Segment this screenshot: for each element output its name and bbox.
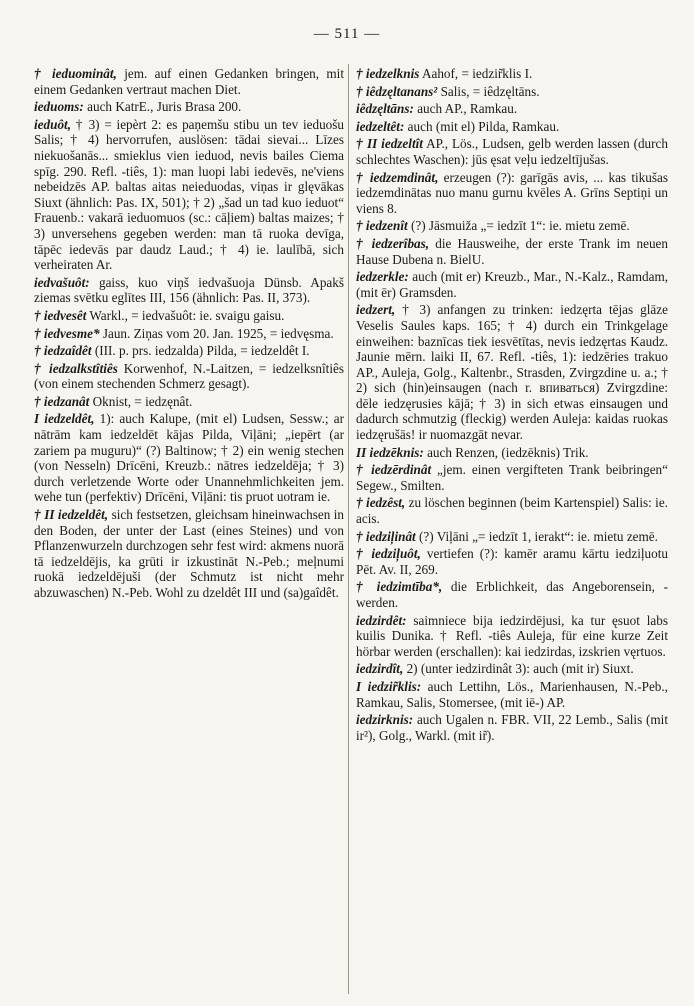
entry-text: saimniece bija iedzirdējusi, ka tur ęsuot labs kuilis Dunika. † Refl. -tiês Auleja, für eine kurze Zeit hörbar werden (erschallen): kai iedzirdas, izskrien vęrtuos. xyxy=(356,612,668,659)
entry-text: auch AP., Ramkau. xyxy=(413,101,518,117)
dictionary-entry xyxy=(356,613,668,660)
dictionary-entry xyxy=(356,579,668,610)
entry-text: „jem. einen vergifteten Trank beibringen“ Segew., Smilten. xyxy=(356,462,668,493)
entry-headword: II iedzēknis: xyxy=(356,444,424,460)
dictionary-entry xyxy=(356,302,668,442)
entry-headword: † iedzimtība*, xyxy=(356,579,443,595)
entry-text: zu löschen beginnen (beim Kartenspiel) Salis: ie. acis. xyxy=(356,495,668,527)
entry-headword: I iedzir̃klis: xyxy=(356,678,422,694)
entry-headword: iedzeltêt: xyxy=(356,118,405,134)
entry-headword: † iedzanât xyxy=(34,393,90,409)
entry-text: † 3) = iepèrt 2: es paņemšu stibu un tev ieduošu Salis; † 4) hervorrufen, auslösen: tādai sievai... Līzes niekuošanās... smieklus vien ieduod, nevis bailes Ciema spīg. 290. Refl. -tiês, 1): man luopi labi iedevēs, ne'viens nebeidzēs AP. baltas aitas neieduodas, viņas ir glęvākas Siuxt (ähnlich: Pas. IX, 501); † 2) „šad un tad kuo ieduot“ Frauenb.: vakarā ieduomuos (sc.: cāļiem) baltas maizes; † 3) unversehens gegeben werden: man tā ruoka devīga, tāpēc iedevās par daudz Laud.; † 4) ie. laulībā, sich verheiraten Ar. xyxy=(34,116,344,273)
dictionary-entry xyxy=(356,66,668,82)
dictionary-entry xyxy=(34,326,344,342)
dictionary-entry xyxy=(34,343,344,359)
entry-headword: † iedzêst, xyxy=(356,495,406,511)
entry-text: (III. p. prs. iedzalda) Pilda, = iedzeldêt I. xyxy=(91,343,310,359)
entry-text: auch Lettihn, Lös., Marienhausen, N.-Peb., Ramkau, Salis, Stomersee, (mit iē-) AP. xyxy=(356,678,668,710)
entry-text: auch (mit el) Pilda, Ramkau. xyxy=(404,118,560,134)
entry-text: Salis, = iêdzęltāns. xyxy=(437,83,540,99)
entry-text: 1): auch Kalupe, (mit el) Ludsen, Sessw.; ar nātrām kam iedzeldēt kājas Pilda, Viļāni; „iepērt (ar zariem pa muguru)“ (?) Baltinow; † 2) ein wenig stechen (von Nesseln) Drīcēni, Kreuzb.: nātres iedzeldēja; † 3) durch verletzende Worte oder Unannehmlichkeiten jem. wehe tun (perfektiv) Drīcēni, Viļāni: tis pruot uotram ie. xyxy=(34,411,344,505)
entry-text: Jaun. Ziņas vom 20. Jan. 1925, = iedvęsma. xyxy=(99,325,334,341)
entry-text: erzeugen (?): garīgās avis, ... kas tikušas iedzemdinātas nuo manu gurnu kvēles A. Grīns Septiņi un viens 8. xyxy=(356,169,668,216)
dictionary-entry xyxy=(356,445,668,461)
dictionary-entry xyxy=(34,66,344,97)
entry-headword: iedzirdêt: xyxy=(356,612,407,628)
entry-text: die Hausweihe, der erste Trank im neuen Hause Dubena n. BielU. xyxy=(356,235,668,267)
entry-text: Aahof, = iedzir̃klis I. xyxy=(419,66,533,81)
entry-headword: † iedziļinât xyxy=(356,528,416,544)
entry-headword: iedzirknis: xyxy=(356,712,414,728)
entry-headword: ieduoms: xyxy=(34,99,84,115)
dictionary-entry xyxy=(356,119,668,135)
entry-text: auch (mit er) Kreuzb., Mar., N.-Kalz., Ramdam, (mit ēr) Gramsden. xyxy=(356,269,668,300)
entry-text: Korwenhof, N.-Laitzen, = iedzelksnîtiês (von einem stechenden Schmerz gesagt). xyxy=(34,360,344,392)
entry-headword: † iedzērdinât xyxy=(356,462,432,478)
dictionary-entry xyxy=(34,275,344,306)
dictionary-entry xyxy=(356,236,668,267)
entry-text: sich festsetzen, gleichsam hineinwachsen in den Boden, der unter der Last (eines Steines) und von Pflanzenwurzeln durchzogen sehr fest wird: akmens nuorā tā iedzeldējis, ka grūti ir izkustināt N.-Peb.; meļnumi ruokā iedzeldējuši (der Schmutz ist nicht mehr abzuwaschen) N.-Peb. Wohl zu dzeldêt III und (sa)gaîdêt. xyxy=(34,507,345,600)
right-column xyxy=(356,66,668,745)
entry-headword: ieduôt, xyxy=(34,116,71,132)
entry-text: auch KatrE., Juris Brasa 200. xyxy=(83,99,242,115)
entry-headword: † iedzaîdêt xyxy=(34,343,92,359)
entry-headword: † iedzerîbas, xyxy=(356,235,430,251)
dictionary-entry xyxy=(34,411,344,505)
entry-text: gaiss, kuo viņš iedvašuoja Dünsb. Apakš ziemas svētku eglītes III, 156 (ähnlich: Pas. II, 373). xyxy=(34,274,344,306)
entry-text: (?) Viļāni „= iedzīt 1, ierakt“: ie. mietu zemē. xyxy=(415,528,658,544)
dictionary-entry xyxy=(356,712,668,743)
entry-headword: † II iedzeltît xyxy=(356,136,423,152)
dictionary-entry xyxy=(34,394,344,410)
entry-headword: † iedvesme* xyxy=(34,325,100,341)
column-divider xyxy=(348,64,349,994)
entry-headword: † iêdzęltanans² xyxy=(356,83,438,99)
dictionary-entry xyxy=(356,170,668,217)
dictionary-entry xyxy=(34,99,344,115)
dictionary-entry xyxy=(34,117,344,273)
entry-text: die Erblichkeit, das Angeborensein, -werden. xyxy=(356,579,668,610)
entry-headword: iedzirdît, xyxy=(356,661,404,677)
dictionary-entry xyxy=(356,101,668,117)
entry-headword: † iedzalkstîtiês xyxy=(34,360,118,376)
entry-headword: iedzerkle: xyxy=(356,269,409,285)
entry-text: jem. auf einen Gedanken bringen, mit einem Gedanken vertraut machen Diet. xyxy=(34,66,344,97)
page-number: — 511 — xyxy=(313,26,381,42)
dictionary-entry xyxy=(356,661,668,677)
dictionary-entry xyxy=(356,495,668,526)
dictionary-entry xyxy=(356,462,668,493)
entry-text: 2) (unter iedzirdinât 3): auch (mit ir) Siuxt. xyxy=(403,661,634,677)
entry-text: auch Ugalen n. FBR. VII, 22 Lemb., Salis (mit ir²), Golg., Warkl. (mit ir̃). xyxy=(356,712,668,743)
entry-headword: iedvašuôt: xyxy=(34,274,90,290)
entry-headword: † iedzemdinât, xyxy=(356,169,439,185)
entry-text: AP., Lös., Ludsen, gelb werden lassen (durch schlechtes Waschen): jūs ęsat veļu iedzeltījušas. xyxy=(356,136,668,167)
entry-headword: † ieduominât, xyxy=(34,66,117,81)
dictionary-entry xyxy=(34,361,344,392)
entry-text: (?) Jāsmuiža „= iedzīt 1“: ie. mietu zemē. xyxy=(407,218,630,234)
entry-headword: † iedziļuôt, xyxy=(356,546,421,562)
entry-text: Warkl., = iedvašuôt: ie. svaigu gaisu. xyxy=(86,307,285,323)
dictionary-entry xyxy=(356,269,668,300)
entry-headword: † iedzenît xyxy=(356,218,408,234)
entry-headword: I iedzeldêt, xyxy=(34,411,95,427)
dictionary-entry xyxy=(34,507,344,601)
dictionary-entry xyxy=(356,529,668,545)
dictionary-entry xyxy=(356,84,668,100)
dictionary-entry xyxy=(356,136,668,167)
entry-text: vertiefen (?): kamēr aramu kārtu iedziļuotu Pēt. Av. II, 269. xyxy=(356,546,668,577)
entry-headword: iedzert, xyxy=(356,302,396,318)
entry-text: auch Renzen, (iedzēknis) Trik. xyxy=(423,444,589,460)
entry-text: Oknist, = iedzęnât. xyxy=(89,393,193,409)
dictionary-entry xyxy=(356,679,668,710)
dictionary-entry xyxy=(34,308,344,324)
dictionary-entry xyxy=(356,218,668,234)
entry-headword: † iedvesêt xyxy=(34,307,87,323)
entry-text: † 3) anfangen zu trinken: iedzęrta tējas glāze Veselis Saules kaps. 165; † 4) durch ein Trinkgelage einweihen: baznīcas tiek iesvētītas, nevis iedzęrtas Kaudz. Jaunie mērn. laiki II, 67. Refl. -tiês, 1): iedzēries trakuo AP., Auleja, Golg., Kaltenbr., Strasden, Zvirgzdine u. a.; † 2) sich (hin)einsaugen (nach r. впиваться) Zvirgzdine: dēle iedzęrusies kājā; † 3) in sich etwas einsaugen und dadurch schmutzig (fleckig) werden Auleja: kaidas ruokas iedzęrušās! ir nuomazgāt nevar. xyxy=(356,302,668,443)
dictionary-entry xyxy=(356,546,668,577)
left-column xyxy=(34,66,344,603)
entry-headword: iêdzęltāns: xyxy=(356,101,414,117)
entry-headword: † iedzelknis xyxy=(356,66,420,81)
entry-headword: † II iedzeldêt, xyxy=(34,507,109,523)
